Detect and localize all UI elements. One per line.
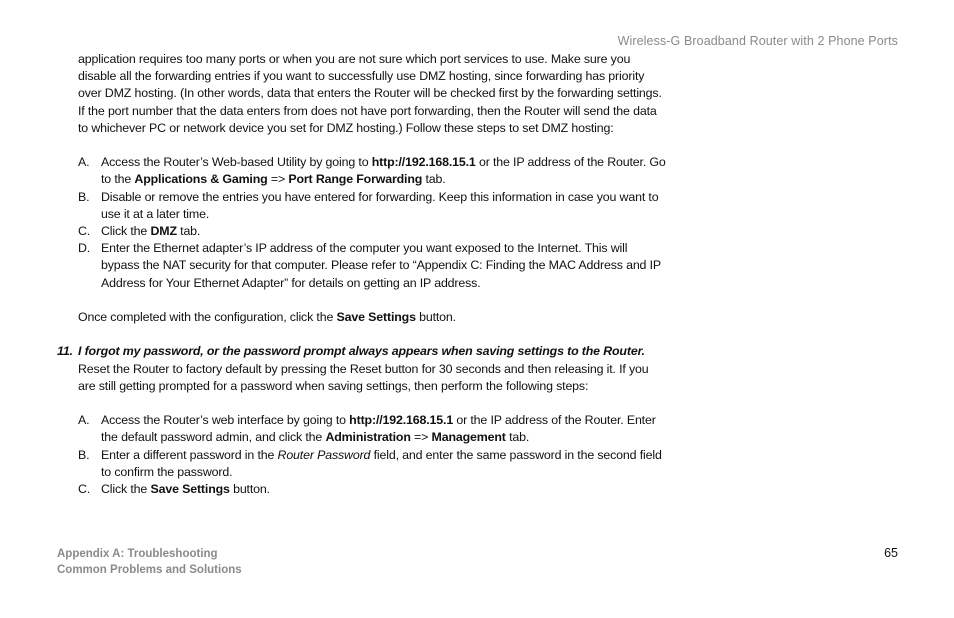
dmz-step-a [78, 154, 668, 188]
question-heading [57, 343, 668, 360]
step-text: Enter a different password in the [101, 447, 278, 462]
save-settings-label: Save Settings [336, 310, 416, 325]
question-title: I forgot my password, or the password prompt always appears when saving settings to the Router. [78, 344, 645, 359]
completion-text: button. [415, 310, 456, 325]
completion-text: Once completed with the configuration, click the [78, 310, 337, 325]
step-text: button. [229, 482, 270, 497]
step-letter: B. [78, 189, 90, 204]
completion-paragraph [78, 309, 668, 326]
page-number: 65 [884, 546, 898, 560]
spacer [78, 137, 668, 154]
spacer [78, 292, 668, 309]
spacer [78, 395, 668, 412]
save-settings-label: Save Settings [150, 482, 230, 497]
intro-paragraph: application requires too many ports or when you are not sure which port services to use. Make sure you disable all the forwarding entries if you want to successfully use DMZ hosting, since forwarding has priority over DMZ hosting. (In other words, data that enters the Router will be checked first by the forwarding settings. If the port number that the data enters from does not have port forwarding, then the Router will send the data to whichever PC or network device you set for DMZ hosting.) Follow these steps to set DMZ hosting: [78, 52, 662, 135]
dmz-tab-label: DMZ [150, 224, 177, 239]
footer-subsection: Common Problems and Solutions [57, 564, 242, 576]
step-text: Access the Router’s web interface by going to [101, 413, 350, 428]
step-text: Click the [101, 224, 151, 239]
step-text: or the IP address of the Router. Enter the default password admin, and click the [101, 413, 656, 445]
step-text: tab. [422, 172, 446, 187]
page-header-title: Wireless-G Broadband Router with 2 Phone Ports [617, 34, 898, 48]
step-text: field, and enter the same password in the second field to confirm the password. [101, 447, 662, 479]
dmz-step-c [78, 223, 668, 240]
main-content [57, 51, 668, 498]
password-step-b [78, 447, 668, 481]
dmz-step-b [78, 189, 668, 223]
page-footer [57, 546, 242, 578]
applications-gaming-label: Applications & Gaming [134, 172, 268, 187]
step-letter: A. [78, 155, 90, 170]
router-password-field-name: Router Password [277, 447, 371, 462]
step-letter: A. [78, 413, 90, 428]
step-letter: C. [78, 224, 91, 239]
step-text: or the IP address of the Router. Go to the [101, 155, 666, 187]
spacer [78, 326, 668, 343]
administration-label: Administration [325, 430, 411, 445]
port-range-forwarding-label: Port Range Forwarding [288, 172, 423, 187]
password-step-a [78, 412, 668, 446]
dmz-step-d [78, 240, 668, 292]
router-url: http://192.168.15.1 [349, 413, 454, 428]
router-url: http://192.168.15.1 [371, 155, 476, 170]
password-step-c [78, 481, 668, 498]
step-text: tab. [505, 430, 530, 445]
footer-section: Appendix A: Troubleshooting [57, 548, 218, 560]
step-letter: C. [78, 482, 91, 497]
step-text: Disable or remove the entries you have entered for forwarding. Keep this information in case you want to use it at a later time. [101, 189, 659, 221]
step-text: Enter the Ethernet adapter’s IP address of the computer you want exposed to the Internet. This will bypass the NAT security for that computer. Please refer to “Appendix C: Finding the MAC Address and IP Address for Your Ethernet Adapter” for details on getting an IP address. [101, 241, 661, 290]
question-number: 11. [57, 344, 73, 359]
step-text: tab. [176, 224, 201, 239]
step-text: Access the Router’s Web-based Utility by going to [101, 155, 372, 170]
step-text: => [410, 430, 432, 445]
management-label: Management [431, 430, 506, 445]
step-text: Click the [101, 482, 151, 497]
question-body: Reset the Router to factory default by pressing the Reset button for 30 seconds and then releasing it. If you are still getting prompted for a password when saving settings, then perform the following steps: [78, 361, 649, 393]
step-letter: B. [78, 447, 90, 462]
step-text: => [267, 172, 289, 187]
step-letter: D. [78, 241, 91, 256]
